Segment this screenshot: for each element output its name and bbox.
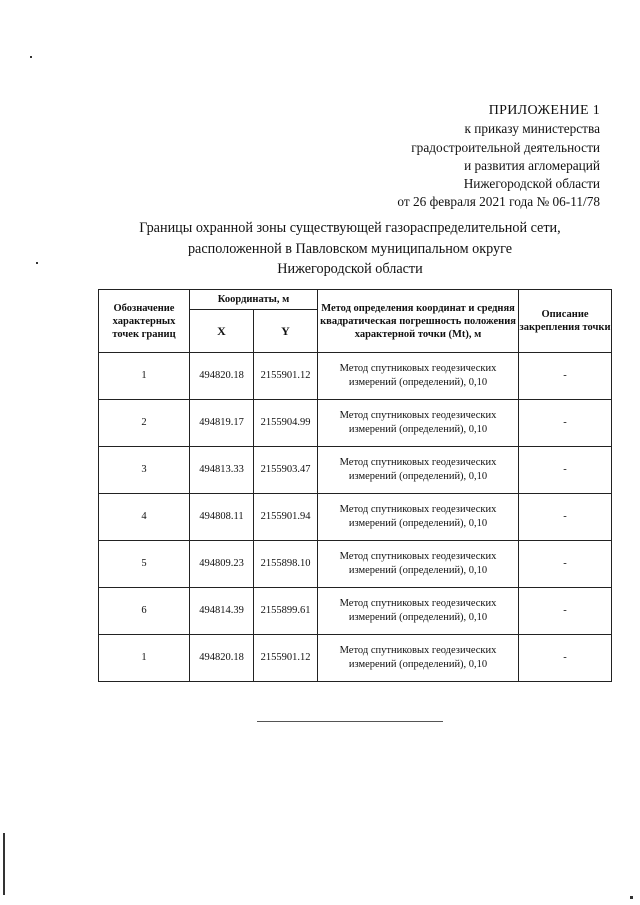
x-cell: 494814.39: [190, 588, 254, 635]
appendix-block: [397, 102, 600, 212]
point-cell: 2: [99, 400, 190, 447]
point-cell: 4: [99, 494, 190, 541]
table-row: [99, 447, 612, 494]
table-row: [99, 353, 612, 400]
method-cell: Метод спутниковых геодезических измерений (определений), 0,10: [318, 353, 519, 400]
appendix-line: от 26 февраля 2021 года № 06-11/78: [397, 194, 600, 210]
point-cell: 3: [99, 447, 190, 494]
fixing-cell: -: [519, 541, 612, 588]
appendix-line: Нижегородской области: [463, 176, 600, 192]
appendix-line: и развития агломераций: [464, 157, 600, 173]
method-cell: Метод спутниковых геодезических измерений (определений), 0,10: [318, 588, 519, 635]
scan-mark: [36, 262, 38, 264]
scan-mark: [3, 833, 5, 895]
method-cell: Метод спутниковых геодезических измерений (определений), 0,10: [318, 400, 519, 447]
point-cell: 5: [99, 541, 190, 588]
header-y: Y: [254, 310, 318, 353]
header-x: X: [190, 310, 254, 353]
fixing-cell: -: [519, 635, 612, 682]
header-fixing: Описание закрепления точки: [519, 290, 612, 353]
y-cell: 2155899.61: [254, 588, 318, 635]
point-cell: 1: [99, 635, 190, 682]
header-point: Обозначение характерных точек границ: [99, 290, 190, 353]
x-cell: 494820.18: [190, 353, 254, 400]
title-line: Границы охранной зоны существующей газораспределительной сети,: [139, 220, 561, 236]
table-row: [99, 635, 612, 682]
method-cell: Метод спутниковых геодезических измерений (определений), 0,10: [318, 635, 519, 682]
x-cell: 494808.11: [190, 494, 254, 541]
method-cell: Метод спутниковых геодезических измерений (определений), 0,10: [318, 447, 519, 494]
header-method: Метод определения координат и средняя квадратическая погрешность положения характерной точки (Mt), м: [318, 290, 519, 353]
y-cell: 2155901.94: [254, 494, 318, 541]
fixing-cell: -: [519, 588, 612, 635]
document-title: [0, 218, 640, 280]
fixing-cell: -: [519, 494, 612, 541]
y-cell: 2155903.47: [254, 447, 318, 494]
table-row: [99, 588, 612, 635]
y-cell: 2155904.99: [254, 400, 318, 447]
scan-mark: [630, 896, 633, 899]
end-rule: [257, 721, 443, 722]
method-cell: Метод спутниковых геодезических измерений (определений), 0,10: [318, 541, 519, 588]
table-row: [99, 541, 612, 588]
y-cell: 2155901.12: [254, 635, 318, 682]
scan-mark: [30, 56, 32, 58]
header-coordinates: Координаты, м: [190, 290, 318, 310]
fixing-cell: -: [519, 353, 612, 400]
title-line: Нижегородской области: [277, 261, 423, 277]
x-cell: 494813.33: [190, 447, 254, 494]
fixing-cell: -: [519, 447, 612, 494]
fixing-cell: -: [519, 400, 612, 447]
appendix-heading: ПРИЛОЖЕНИЕ 1: [488, 103, 600, 118]
appendix-line: градостроительной деятельности: [411, 139, 600, 155]
x-cell: 494819.17: [190, 400, 254, 447]
table-row: [99, 400, 612, 447]
point-cell: 1: [99, 353, 190, 400]
y-cell: 2155901.12: [254, 353, 318, 400]
table-row: [99, 494, 612, 541]
method-cell: Метод спутниковых геодезических измерений (определений), 0,10: [318, 494, 519, 541]
coordinates-table: [98, 289, 612, 682]
x-cell: 494820.18: [190, 635, 254, 682]
point-cell: 6: [99, 588, 190, 635]
appendix-line: к приказу министерства: [464, 121, 600, 137]
y-cell: 2155898.10: [254, 541, 318, 588]
x-cell: 494809.23: [190, 541, 254, 588]
title-line: расположенной в Павловском муниципальном округе: [187, 240, 513, 257]
